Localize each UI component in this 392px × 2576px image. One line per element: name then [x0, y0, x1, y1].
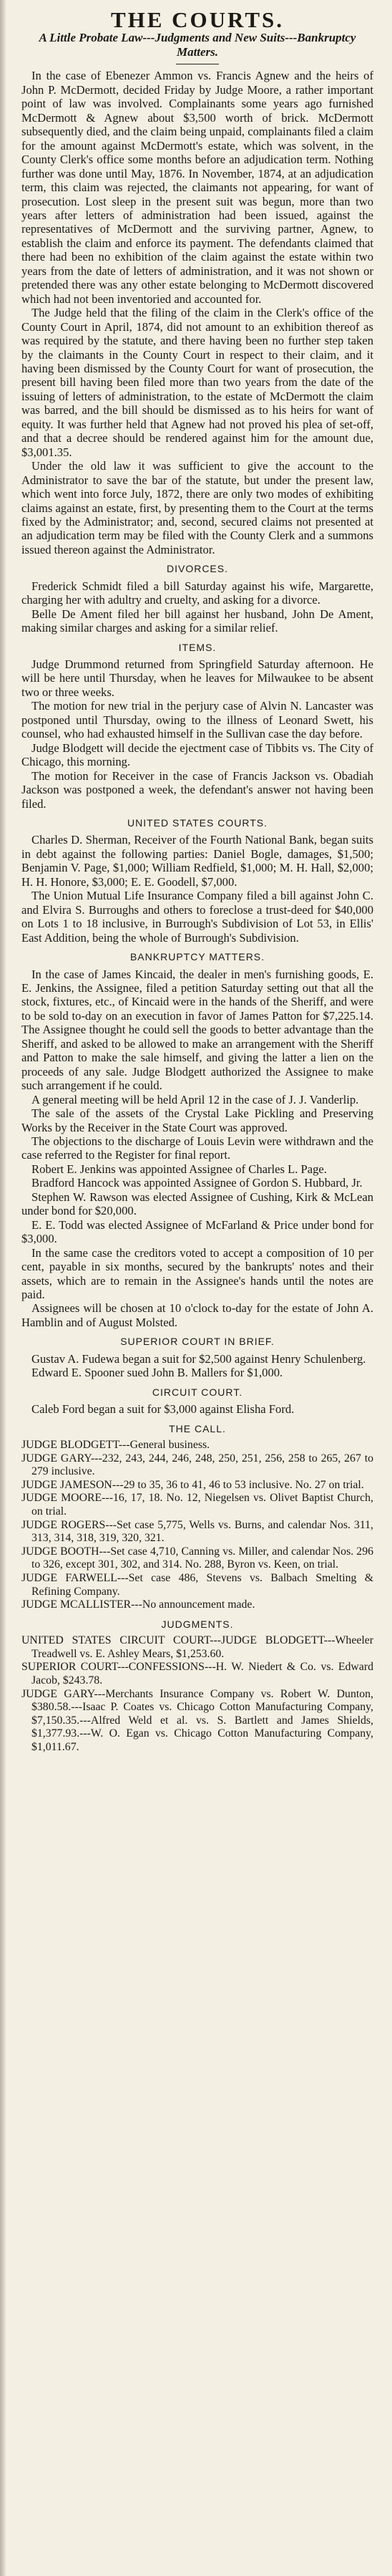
paragraph: Charles D. Sherman, Receiver of the Fourth National Bank, began suits in debt against the following parties: Daniel Bogle, damages, $1,500; Benjamin V. Page, $1,000; William Redfield, $1,000; M. H. Hall, $2,000; H. H. Honore, $3,000; E. E. Goodell, $7,000. [21, 833, 373, 889]
paragraph: Judge Blodgett will decide the ejectment case of Tibbits vs. The City of Chicago, this morning. [21, 741, 373, 769]
paragraph: Judge Drummond returned from Springfield Saturday afternoon. He will be here until Thursday, when he leaves for Milwaukee to be absent two or three weeks. [21, 657, 373, 699]
paragraph: The Union Mutual Life Insurance Company filed a bill against John C. and Elvira S. Burroughs and others to foreclose a trust-deed for $40,000 on Lots 1 to 18 inclusive, in Burrough's Subdivision of Lot 53, in Ellis' East Addition, being the whole of Burrough's Subdivision. [21, 889, 373, 945]
paragraph: The sale of the assets of the Crystal Lake Pickling and Preserving Works by the Receiver in the State Court was approved. [21, 1106, 373, 1134]
article-subhead: A Little Probate Law---Judgments and New Suits---Bankruptcy Matters. [39, 31, 356, 59]
section-heading-circuit-court: CIRCUIT COURT. [152, 1386, 243, 1398]
circuit-court-section [21, 1402, 373, 1416]
page-edge-shadow [0, 0, 6, 2576]
paragraph: Gustav A. Fudewa began a suit for $2,500 against Henry Schulenberg. [31, 1351, 366, 1366]
paragraph: Assignees will be chosen at 10 o'clock to-day for the estate of John A. Hamblin and of August Molsted. [21, 1301, 373, 1329]
section-heading-divorces: DIVORCES. [166, 563, 228, 575]
calendar-entry: JUDGE JAMESON---29 to 35, 36 to 41, 46 to 53 inclusive. No. 27 on trial. [21, 1478, 364, 1491]
paragraph: Under the old law it was sufficient to give the account to the Administrator to save the bar of the statute, but under the present law, which went into force July, 1872, there are only two modes of exhibiting claims against an estate, first, by presenting them to the Court at the terms fixed by the Administrator; and, second, secured claims not presented at an adjudication term may be filed with the County Clerk and a summons issued thereon against the Administrator. [21, 459, 373, 556]
superior-court-section [21, 1352, 373, 1380]
paragraph: Caleb Ford began a suit for $3,000 against Elisha Ford. [31, 1402, 295, 1417]
paragraph: Belle De Ament filed her bill against her husband, John De Ament, making similar charges and asking for a similar relief. [21, 607, 373, 635]
calendar-entry: JUDGE FARWELL---Set case 486, Stevens vs. Balbach Smelting & Refining Company. [21, 1571, 373, 1598]
section-heading-bankruptcy: BANKRUPTCY MATTERS. [129, 951, 265, 963]
paragraph: Frederick Schmidt filed a bill Saturday against his wife, Margarette, charging her with adultry and cruelty, and asking for a divorce. [21, 579, 373, 607]
calendar-entry: JUDGE MCALLISTER---No announcement made. [21, 1598, 255, 1611]
items-section [21, 657, 373, 811]
paragraph: Robert E. Jenkins was appointed Assignee of Charles L. Page. [31, 1162, 327, 1176]
judgment-entry: JUDGE GARY---Merchants Insurance Company vs. Robert W. Dunton, $380.58.---Isaac P. Coates vs. Chicago Cotton Manufacturing Company, $7,150.35.---Alfred Weld et al. vs. S. Bartlett and James Shields, $1,377.93.---W. O. Egan vs. Chicago Cotton Manufacturing Company, $1,011.67. [21, 1687, 373, 1753]
calendar-entry: JUDGE ROGERS---Set case 5,775, Wells vs. Burns, and calendar Nos. 311, 313, 314, 318, 319, 320, 321. [21, 1518, 373, 1545]
the-call-section [21, 1439, 373, 1612]
section-heading-items: ITEMS. [178, 641, 217, 653]
calendar-entry: JUDGE BOOTH---Set case 4,710, Canning vs. Miller, and calendar Nos. 296 to 326, except 301, 302, and 314. No. 288, Byron vs. Keen, on trial. [21, 1545, 373, 1571]
judgment-entry: SUPERIOR COURT---CONFESSIONS---H. W. Niedert & Co. vs. Edward Jacob, $243.78. [21, 1661, 373, 1687]
judgment-entry: UNITED STATES CIRCUIT COURT---JUDGE BLODGETT---Wheeler Treadwell vs. E. Ashley Mears, $1,253.60. [21, 1634, 373, 1660]
divorces-section [21, 579, 373, 635]
section-heading-superior-court: SUPERIOR COURT IN BRIEF. [120, 1336, 275, 1348]
bankruptcy-section [21, 968, 373, 1330]
page-title: THE COURTS. [110, 7, 285, 32]
section-heading-us-courts: UNITED STATES COURTS. [127, 817, 268, 829]
paragraph: E. E. Todd was elected Assignee of McFarland & Price under bond for $3,000. [21, 1217, 373, 1246]
judgments-section [21, 1634, 373, 1754]
section-heading-the-call: THE CALL. [169, 1422, 226, 1434]
paragraph: A general meeting will be held April 12 in the case of J. J. Vanderlip. [31, 1092, 359, 1106]
paragraph: Edward E. Spooner sued John B. Mallers for $1,000. [31, 1366, 283, 1380]
calendar-entry: JUDGE BLODGETT---General business. [21, 1439, 210, 1452]
paragraph: Bradford Hancock was appointed Assignee of Gordon S. Hubbard, Jr. [31, 1176, 363, 1190]
paragraph: The motion for Receiver in the case of Francis Jackson vs. Obadiah Jackson was postponed a week, the defendant's answer not having been filed. [21, 768, 373, 811]
probate-section [21, 69, 373, 556]
section-heading-judgments: JUDGMENTS. [161, 1618, 234, 1630]
paragraph: In the same case the creditors voted to accept a composition of 10 per cent, payable in six months, secured by the bankrupts' notes and their assets, which are to remain in the Assignee's hands until the notes are paid. [21, 1245, 373, 1301]
paragraph: The objections to the discharge of Louis Levin were withdrawn and the case referred to the Register for final report. [21, 1134, 373, 1162]
paragraph: The Judge held that the filing of the claim in the Clerk's office of the County Court in April, 1874, did not amount to an exhibition thereof as was required by the statute, and there having been no further step taken by the claimants in the County Court in respect to their claim, and it having been dismissed by the County Court for want of prosecution, the present bill having been filed more than two years from the date of the issuing of letters of administration, to the estate of McDermott the claim was barred, and the bill should be dismissed as to his heirs for want of equity. It was further held that Agnew had not proved his plea of set-off, and that a decree should be rendered against him for the amount due, $3,001.35. [21, 306, 373, 459]
us-courts-section [21, 833, 373, 945]
paragraph: In the case of Ebenezer Ammon vs. Francis Agnew and the heirs of John P. McDermott, decided Friday by Judge Moore, a rather important point of law was involved. Complainants some years ago furnished McDermott & Agnew about $3,500 worth of brick. McDermott subsequently died, and the claim being unpaid, complainants filed a claim for the amount against McDermott's estate, which was solvent, in the County Clerk's office some months before an adjudication term. Nothing further was done until May, 1876. In November, 1874, at an adjudication term, this claim was rejected, the claimants not appearing, for want of prosecution. Lost sleep in the present suit was begun, more than two years after letters of administration had been issued, against the representatives of McDermott and the surviving partner, Agnew, to establish the claim and enforce its payment. The defendants claimed that there had been no exhibition of the claim against the estate within two years from the date of letters of administration, and it was not shown or pretended there was any other estate belonging to McDermott discovered which had not been inventoried and accounted for. [21, 69, 373, 306]
paragraph: In the case of James Kincaid, the dealer in men's furnishing goods, E. E. Jenkins, the Assignee, filed a petition Saturday setting out that all the stock, fixtures, etc., of Kincaid were in the hands of the Sheriff, and were to be sold to-day on an execution in favor of James Patton for $7,225.14. The Assignee thought he could sell the goods to better advantage than the Sheriff, and asked to be allowed to make an arrangement with the Sheriff and Patton to make the sale himself, and giving the latter a lien on the proceeds of any sale. Judge Blodgett authorized the Assignee to make such arrangement if he could. [21, 967, 373, 1093]
paragraph: The motion for new trial in the perjury case of Alvin N. Lancaster was postponed until Thursday, owing to the illness of Leonard Swett, his counsel, who had exhausted himself in the Sullivan case the day before. [21, 699, 373, 741]
calendar-entry: JUDGE GARY---232, 243, 244, 246, 248, 250, 251, 256, 258 to 265, 267 to 279 inclusive. [21, 1452, 373, 1478]
paragraph: Stephen W. Rawson was elected Assignee of Cushing, Kirk & McLean under bond for $20,000. [21, 1190, 373, 1218]
calendar-entry: JUDGE MOORE---16, 17, 18. No. 12, Niegelsen vs. Olivet Baptist Church, on trial. [21, 1492, 373, 1518]
